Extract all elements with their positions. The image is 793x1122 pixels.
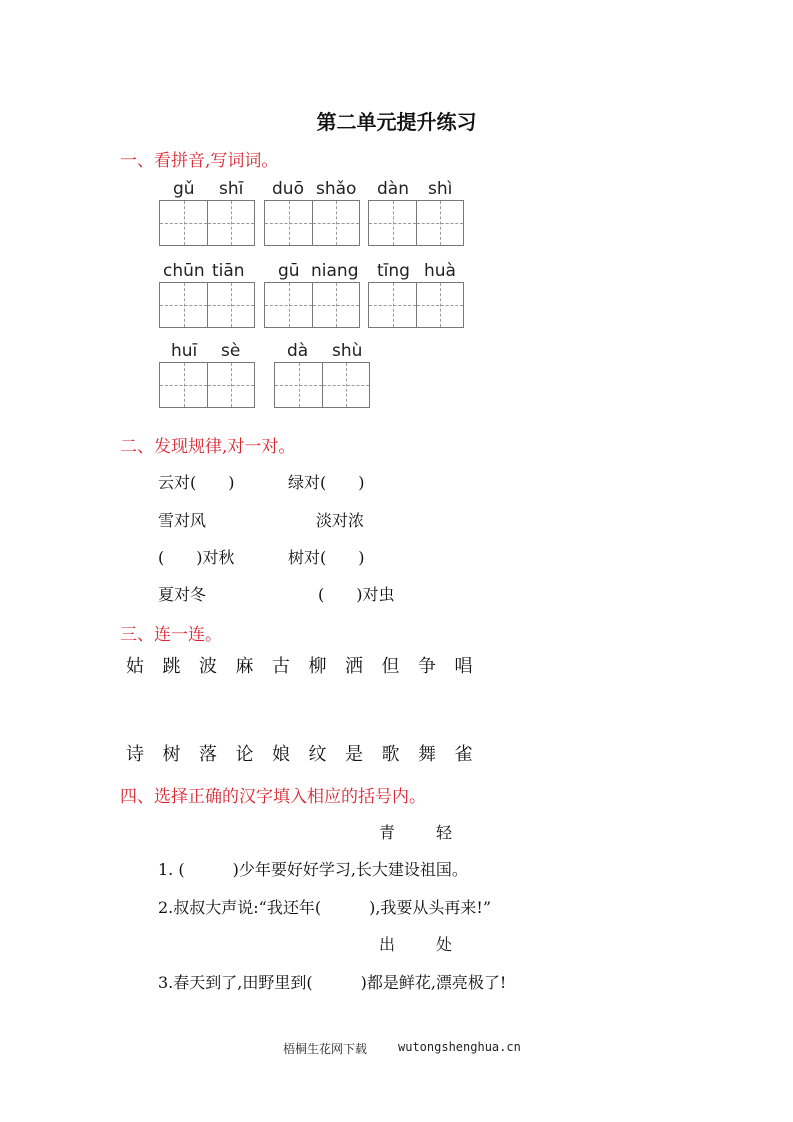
section-2-heading: 二、发现规律,对一对。: [120, 437, 296, 457]
pair-item: 树对( ): [288, 548, 365, 567]
grid-cell[interactable]: [207, 283, 254, 327]
section-4-heading: 四、选择正确的汉字填入相应的括号内。: [120, 787, 426, 807]
pinyin: shì: [428, 179, 453, 199]
pair-item: 绿对( ): [288, 473, 365, 492]
match-bottom-row: [126, 740, 491, 766]
match-char[interactable]: 雀: [454, 744, 473, 765]
option-char: 青: [379, 823, 396, 842]
match-char[interactable]: 落: [199, 744, 217, 765]
grid-cell[interactable]: [369, 201, 416, 245]
match-char[interactable]: 树: [162, 744, 181, 765]
section-1-heading: 一、看拼音,写词词。: [120, 151, 279, 171]
match-char[interactable]: 洒: [345, 656, 363, 677]
pinyin: dàn: [377, 179, 409, 199]
match-char[interactable]: 古: [272, 656, 290, 677]
match-char[interactable]: 跳: [162, 656, 181, 677]
page-title: 第二单元提升练习: [316, 110, 477, 134]
question-1: 1. ( )少年要好好学习,长大建设祖国。: [158, 860, 468, 879]
match-char[interactable]: 歌: [381, 744, 400, 765]
match-char[interactable]: 娘: [272, 744, 290, 765]
match-char[interactable]: 柳: [308, 656, 327, 677]
pinyin: gū: [278, 261, 300, 281]
writing-grid[interactable]: [159, 282, 255, 328]
footer-url[interactable]: wutongshenghua.cn: [398, 1040, 521, 1054]
grid-cell[interactable]: [265, 283, 312, 327]
writing-grid[interactable]: [264, 200, 360, 246]
grid-cell[interactable]: [160, 283, 207, 327]
match-top-row: [126, 652, 491, 678]
grid-cell[interactable]: [207, 363, 254, 407]
pair-item: 夏对冬: [158, 585, 207, 604]
grid-cell[interactable]: [312, 283, 359, 327]
match-char[interactable]: 纹: [308, 744, 327, 765]
option-char: 轻: [436, 823, 453, 842]
writing-grid[interactable]: [159, 200, 255, 246]
writing-grid[interactable]: [274, 362, 370, 408]
writing-grid[interactable]: [159, 362, 255, 408]
match-char[interactable]: 争: [418, 656, 436, 677]
pair-item: 雪对风: [158, 511, 207, 530]
grid-cell[interactable]: [322, 363, 369, 407]
grid-cell[interactable]: [160, 363, 207, 407]
question-2: 2.叔叔大声说:“我还年( ),我要从头再来!”: [158, 898, 492, 917]
grid-cell[interactable]: [416, 201, 463, 245]
section-3-heading: 三、连一连。: [120, 625, 222, 645]
pinyin: tīng: [377, 261, 410, 281]
match-char[interactable]: 舞: [418, 744, 436, 765]
pair-item: 云对( ): [158, 473, 235, 492]
pair-item: ( )对秋: [158, 548, 235, 567]
writing-grid[interactable]: [264, 282, 360, 328]
grid-cell[interactable]: [312, 201, 359, 245]
pinyin: sè: [221, 341, 241, 361]
pinyin: shǎo: [316, 179, 357, 199]
grid-cell[interactable]: [275, 363, 322, 407]
pinyin: huà: [424, 261, 456, 281]
pinyin: shī: [219, 179, 244, 199]
match-char[interactable]: 麻: [235, 656, 254, 677]
pinyin: duō: [272, 179, 304, 199]
writing-grid[interactable]: [368, 200, 464, 246]
match-char[interactable]: 是: [345, 744, 363, 765]
footer-source: 梧桐生花网下载: [283, 1042, 368, 1056]
option-char: 出: [379, 935, 396, 954]
pinyin: niang: [311, 261, 359, 281]
grid-cell[interactable]: [160, 201, 207, 245]
grid-cell[interactable]: [416, 283, 463, 327]
pinyin: gǔ: [173, 179, 195, 199]
pinyin: chūn: [163, 261, 205, 281]
grid-cell[interactable]: [265, 201, 312, 245]
grid-cell[interactable]: [207, 201, 254, 245]
match-char[interactable]: 波: [199, 656, 217, 677]
option-char: 处: [436, 935, 453, 954]
pinyin: shù: [332, 341, 363, 361]
match-char[interactable]: 唱: [454, 656, 473, 677]
pinyin: huī: [171, 341, 198, 361]
grid-cell[interactable]: [369, 283, 416, 327]
pair-item: ( )对虫: [318, 585, 395, 604]
match-char[interactable]: 论: [235, 744, 254, 765]
pair-item: 淡对浓: [316, 511, 365, 530]
pinyin: dà: [287, 341, 309, 361]
match-char[interactable]: 诗: [126, 744, 144, 765]
match-char[interactable]: 姑: [126, 656, 144, 677]
writing-grid[interactable]: [368, 282, 464, 328]
question-3: 3.春天到了,田野里到( )都是鲜花,漂亮极了!: [158, 973, 507, 992]
match-char[interactable]: 但: [381, 656, 400, 677]
pinyin: tiān: [212, 261, 245, 281]
